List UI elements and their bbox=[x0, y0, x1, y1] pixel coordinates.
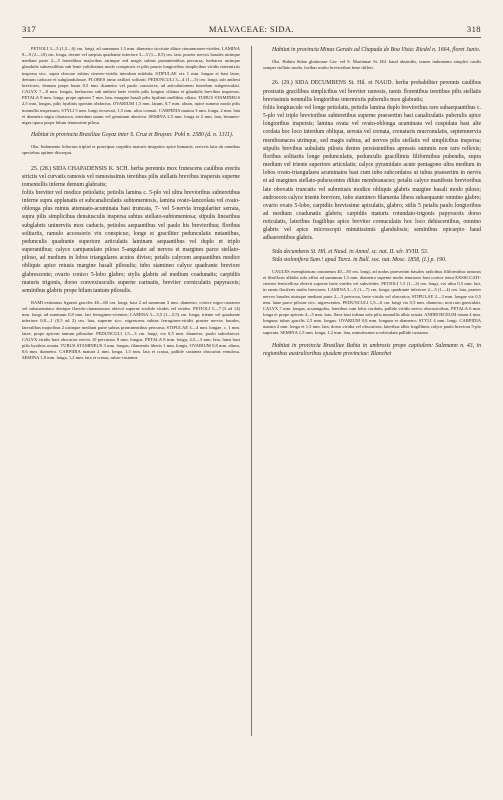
header-rule bbox=[22, 37, 481, 38]
left-column bbox=[22, 46, 240, 736]
habitat-left: Habitat in provincia Brasiliae Goyaz inter S. Cruz et Bruyon: Pohl n. 2580 (d. n. 1311). bbox=[31, 132, 234, 139]
right-column bbox=[263, 46, 481, 736]
citation-decumbens: Sida decumbens St. Hil. et Naud. in Annal. sc. nat. II. sér. XVIII. 53. bbox=[272, 248, 429, 255]
two-column-body bbox=[22, 46, 481, 736]
running-title: MALVACEAE: SIDA. bbox=[208, 24, 295, 34]
observation-left: Obs. Indumento foliorum tripliei et praecipue carpidiis maturis insignitor apice humanis, sericeis latis ab omnibus speciebus optime discrepat. bbox=[22, 144, 240, 156]
species-description-chapadensis: foliis breviter vel modice petiolatis; petiolis lamina c. 5-plo vel ultra brevioribus subteretibus inferne supra applanatis et subcanaliculatis subtomentosis, lamina ovato-lanceolata vel ovato-oblonga plus minus attenuato-acuminata basi truncata, 7- vel 5-nervia irregulariter serrata, supra pilis simplicibus densiusculis inspersa subtus stellato-subtomentosa; stipulis linearibus subglabris uninerviis mox caducis, petiolos aequantibus vel paulo his brevioribus; floribus solitariis, ramulo accessorio vix conspicuo, longe et graciliter pedunculatis nutantibus, pedunculis quadrante superiore articulatis laminam aequantibus vel duplo et triplo superantibus; calyce campanulato piloso 5-angulato ad nervos et margines parce stellato-piloso, ad medium in lobos triangulares acutos diviso; petalis calycem aequantibus modice obliquis apice retusis margine basali pilosulis; tubo stamineo calyce quadrante breviore glabrescente; ovario conico 5-lobo glabro; stylis glabris ad medium coadunatis; carpidiis maturis trigonis, dorso convexiusculis superne carinatis, breviter corniculatis papyraceis; seminibus glabris prope hilum tantum pilosulis. bbox=[22, 189, 240, 294]
citation-stolonifera: Sida stolonifera Sum.! apud Turcz. in Bull. soc. nat. Mosc. 1858, (I.) p. 190. bbox=[272, 256, 447, 263]
species-heading-chapadensis: 25. (28.) SIDA CHAPADENSIS K. SCH. herba perennis mox frutescens caulibus erectis strictis vel curvatis ramosis vel ramosissimis teretibus pilis stellatis brevibus inspersis superne tomentellis inferne demum glabratis; bbox=[22, 165, 240, 188]
column-divider bbox=[251, 46, 252, 736]
detailed-description-decumbens: CAULES exemplarium castaneum 40—50 cm. longi, ad nodos praesertim basales radicibus filiformibus ramosis et fibrillosis albidis solo affixi ad summum 1,5 mm. diametro superne multo tenuiores basi cortice tenui EXSSCCATI-cinereo lenticellosa obtecti superne laete virides vel subvirides. PETIOLI 1,5 (1—3) cm. longi, vix ultra 0,5 mm. lati, in ramis floriferis multo breviores; LAMINA 3—5 (1—7) cm. longa, quadrante inferiore 2—3 (1—4) cm. lata, praeter nervos basales utrinque mediani parte 2—3 percursa, laete viridis vel obscurior; STIPULAE 2—3 mm. longae vix 0,5 mm. latae parce pilosae sicc. nigrescentes. PEDUNCULI 1,5—6 cm. longi vix 0,3 mm. diametro, non raro geniculati. CALYX 7 mm. longus, acutangulus, lateribus cum lobis cordatis, pallide viridis nervis obscurioribus. PETALA 6 mm. longa et prope apicem 4—5 mm. lata, flava basi infima sola pilis nonnullis albis ornata. ANDROECEUM totum 4 mm. longum; tubus gracilis 2,5 mm. longus. OVARIUM 0,8 mm. longum et diametro; STYLI 4 mm. longi. CARPIDIA matura 2 mm. longa et 1,5 mm. lata, dorso viridia vel obscuriora, lateribus albis fragillimis calyce paulo breviora 5-plo superata. SEMINA 1,5 mm. longa, 1,2 mm. lata, minutissime scrobiculata pallide castanea. bbox=[263, 268, 481, 336]
species-heading-decumbens: 26. (29.) SIDA DECUMBENS St. Hil. et NAUD. herba probabiliter perennis caulibus prostratis gracilibus simplicibus vel breviter ramosis, ramis florentibus teretibus pilis stellatis brevissimis nonnullis longioribus intermixtis puberulis mox glabratis; bbox=[263, 80, 481, 103]
page-number-right: 318 bbox=[466, 24, 481, 34]
detailed-description-chapadensis: RAMI extimatus figurati graciles 40—60 cm. longi, basi 2 ad summum 3 mm. diametro, cortice nigro-castaneo vel subaurantiaco denique flavido-cinnamomeo obtecti superne sordide virides vel virides. PETIOLI 5—7 (3 ad 14) mm. longi, ad summum 0,8 mm. lati ferrugineo-virentes; LAMINA 3—5,5 (1—5,5) cm. longa, triente vel quadrante inferiore 0,8—1 (0,5 ad 2) cm. lata, superne sicc. nigrescens subtus ferrugineo-viridis praeter nervos basales, lateralibus majoribus 2 utrinque mediani parte subtus prominentibus percursa; STIPULAE 3—4 mm. longae, c. 1 mm. latae, prope apicem tantum pilosulae. PEDUNCULI 1,5—3 cm. longi, vix 0,5 mm. diametro, paulo subcelaecei. CALYX viridis basi obscurior nervis 10 percursus 8 mm. longus. PETALA 8 mm. longa, 2,5—3 mm. lata, lutea basi pilis hyalinis ornata. TUBUS STAMINEUS 3 mm. longus, filamentis liberis 1 mm. longis. OVARIUM 0,8 mm. altum, 0,6 mm. diametro. CARPIDIA matura 2 mm. longa, 1,5 mm. lata et crassa, pallide castanea obscurius venulosa. SEMINA 1,8 mm. longa, 1,2 mm. lata et crassa, rubro-castanea. bbox=[22, 300, 240, 361]
page-header bbox=[22, 24, 481, 34]
description-continued: PETIOLI 3—5 (1,5—6) cm. longi, ad summum 1,5 mm. diametro siccitate dilute cinnamomeo-virides; LAMINA 8—9 (2—10) cm. longa, triente vel saepius quadrante inferiore 3—5 (1—8,5) cm. lata, praeter nervos basales utrinque medianí parte 2—5 lateralibus majoribus utrinque sed magis subtus prominentibus percursa, herbacea utrinque glandulis subsessilibus sub lente validissima modo conspicuis et pilis paucis longioribus simplicibus viridis intermixtis inspersa sicc. supra obscure subtus cinereo-viridis interdum nitidula; STIPULAE vix 1 mm. longae et basi latae, demum caducae et subglandulosae. FLORES ramo axillari solitarii. PEDUNCULI 3—4 (1—5) cm. longi, sub anthesi breviores, demum prope basin 0,5 mm. diametro vel paulo crassiores, ad articulationem interdum subgeniculati. CALYX 7—8 mm. longus, herbaceus sub anthesi laete viridis pilis longius ciliatus et glandulis brevibus inspersus. PETALA 9 mm. longa, prope apicem 7 mm. lata, margine basali pilis hyalinis mollibus ciliata. TUBUS STAMINEUS 2,5 mm. longus, pilis hyalinis sparsim obductus. OVARIUM 1,5 mm. latum, 0,7 mm. altum, apice summo modo pilis nonnullis inspersum; STYLI 5 mm. longi recurvati, 1,5 mm. ultra connati. CARPIDIA matura 3 mm. longa, 2 mm. lata et diametro nigra chartacea, interdum unum vel geminum abortiva. SEMINA 2,5 mm. longa et 2 mm. lata, brunneo-nigra opaca prope hilum tenuissime pilosa. bbox=[22, 46, 240, 125]
species-description-decumbens: foliis longiuscule vel longe petiolatis, petiolis lamina duplo brevioribus raro subaequantibus c. 5-plo vel triplo brevioribus subteretibus superne praesertim basi canaliculatis puberulis apice longioribus inspersis; lamina ovata vel ovato-oblonga acuminata vel cuspidata basi alte cordata hoc loco interdum obliqua, serrata vel crenata, crenaturis mucronulatis, septemnervia membranacea utrinque, sed magis subtus, ad nervos pilis stellatis vel simplicibus inspersa; stipulis brevibus subulatis pilosis dentes persistentibus apressis summis non raro reflexis; floribus solitariis longe pedunculatis, pedunculis gracillimis filiformibus pubendis, supra medium vel triente superiore articulatis; calyce pyramidato acute pentagono ultra medium in lobos ovato-triangulares acuminatos basi cum tubo subcordatos ut tubus praesertim in nervis et ad margines stellato-pubescentes dilute membranaceo; petalis calyce manifeste brevioribus late obovatis truncatis vel subretusis modice obliquis glabris margine basali modo piloso; androeceo calyce triente breviore, tubo stamineo filamenta libera subaequante omnino glabro; ovario ovato 5-lobo, carpidiis brevissime apiculatis, glabro; stilis 5 petalis paulo longioribus ad medium coadunatis glabris; carpidiis maturis rotundato-trigonis papyraceis dorso reticulatis, lateribus fragilibus apice breviter cornuculatis hoc loco dehiscentibus, omnino glabris vel apice microscopii minutissimis glandulosis; seminibus opicarpio haud adhaerentibus glabris. bbox=[263, 104, 481, 242]
habitat-decumbens: Habitat in provincia Brasiliae Bahia in umbrosis prope capitalem: Salzmann n. 43, in regionibus australioribus ejusdem provinciae: Blanchet bbox=[263, 342, 481, 357]
habitat-right-prev: Habitat in provincia Minas Geraës ad Chapada de Boa Vista: Riedel n. 1664, floret Junio. bbox=[272, 47, 481, 53]
observation-right-prev: Obs. Habitu Sidae glutinosae Cav. vel S. Martianae St. Hil. haud absimilis, tamen indumento simplici caulis semper stellato modo, foribus multo brevioribus bene differt. bbox=[263, 59, 481, 71]
page-number-left: 317 bbox=[22, 24, 37, 34]
